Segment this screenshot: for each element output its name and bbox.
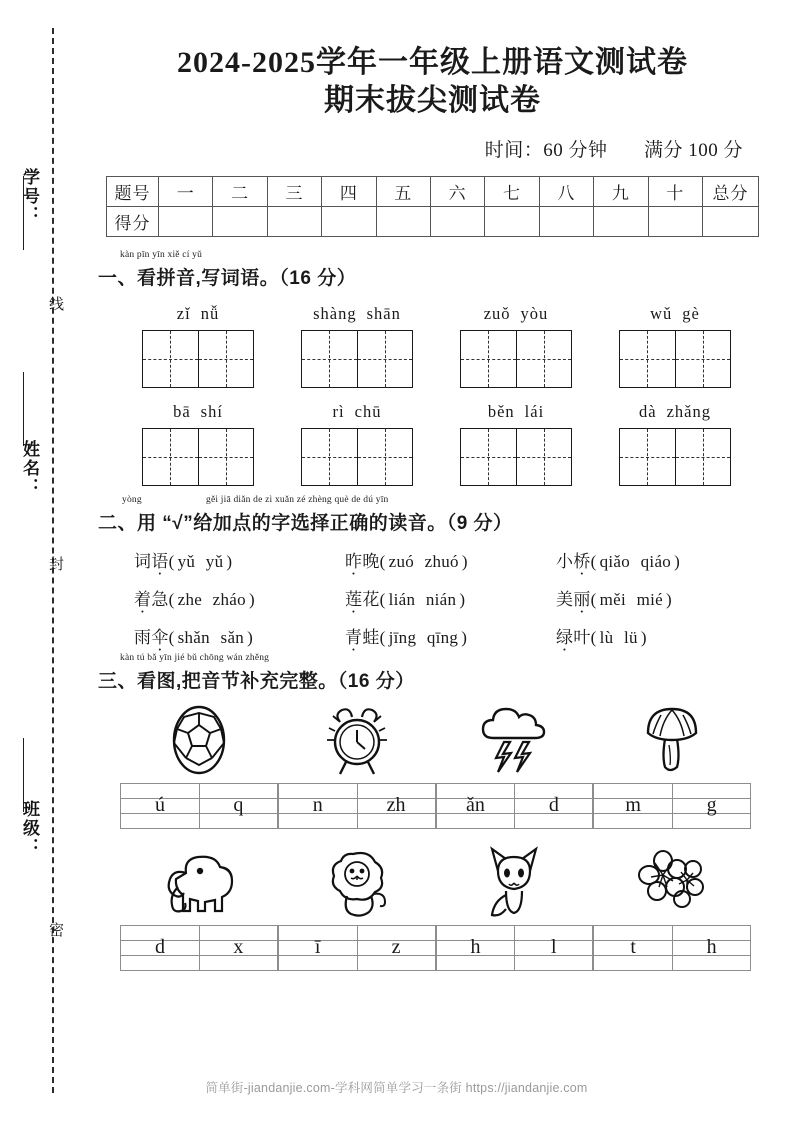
syllable-cell-left[interactable]: n (312, 793, 323, 816)
title-line-1: 2024-2025学年一年级上册语文测试卷 (177, 46, 688, 79)
syllable-row-1 (98, 783, 767, 829)
pron-option[interactable]: jīng (388, 627, 417, 647)
tianzige-cell[interactable] (143, 429, 198, 485)
pron-option[interactable]: měi (599, 589, 626, 609)
pinyin-prompt (605, 304, 745, 324)
mushroom-icon (593, 701, 751, 779)
pinyin-write-row-2 (98, 402, 767, 486)
pronunciation-row (134, 585, 767, 610)
score-cell-2[interactable] (213, 206, 267, 236)
pinyin-syllable: dà (639, 401, 657, 421)
pinyin-write-item (446, 402, 586, 486)
soccer-ball-icon (120, 701, 278, 779)
pron-word-text: 词语 (134, 551, 169, 571)
pinyin-syllable: zǐ (176, 303, 191, 323)
pinyin-syllable: yòu (520, 303, 549, 323)
pron-word-text: 绿叶 (556, 627, 591, 647)
pron-option[interactable]: shǎn (177, 627, 210, 647)
picture-row-1 (98, 701, 767, 779)
pinyin-prompt (128, 402, 268, 422)
pron-option[interactable]: yǔ (177, 551, 196, 571)
tianzige-cell[interactable] (143, 331, 198, 387)
pron-word-text: 小桥 (556, 551, 591, 571)
tianzige-grid[interactable] (619, 428, 731, 486)
page-title (98, 44, 767, 121)
score-col-7: 七 (485, 176, 539, 206)
syllable-cell-right[interactable]: d (514, 784, 592, 828)
exam-duration: 时间：60 分钟 (484, 139, 608, 161)
student-id-label: 学号： (20, 168, 39, 225)
score-table-value-row (107, 206, 759, 236)
pinyin-syllable: nǚ (200, 303, 220, 323)
section-two-ruby-1: yòng (122, 494, 142, 505)
syllable-cell-right[interactable]: z (357, 926, 435, 970)
score-cell-7[interactable] (485, 206, 539, 236)
tianzige-cell[interactable] (516, 429, 571, 485)
syllable-cell-right[interactable]: zh (357, 784, 435, 828)
syllable-cell-left[interactable]: ī (314, 935, 321, 958)
tianzige-cell[interactable] (198, 331, 253, 387)
seal-char-mi: 密 (47, 922, 63, 938)
pinyin-syllable: wǔ (650, 303, 673, 323)
exam-meta (98, 135, 767, 162)
syllable-cell-left[interactable]: ú (154, 793, 165, 816)
score-cell-8[interactable] (539, 206, 593, 236)
pinyin-prompt (446, 402, 586, 422)
sealing-margin (0, 0, 72, 1122)
section-one (98, 249, 767, 486)
syllable-cell-right[interactable]: h (672, 926, 750, 970)
pinyin-four-line-box[interactable] (278, 925, 436, 971)
pronunciation-item[interactable]: 着急( zhe zháo ) (134, 589, 255, 609)
score-cell-6[interactable] (430, 206, 484, 236)
syllable-cell-right[interactable]: x (199, 926, 277, 970)
pronunciation-item[interactable]: 小桥( qiǎo qiáo ) (556, 551, 681, 571)
pronunciation-item[interactable]: 绿叶( lù lü ) (556, 627, 647, 647)
syllable-cell-right[interactable]: l (514, 926, 592, 970)
score-table-row-label-score: 得分 (107, 206, 159, 236)
score-col-6: 六 (430, 176, 484, 206)
score-cell-total[interactable] (703, 206, 759, 236)
score-col-2: 二 (213, 176, 267, 206)
score-cell-5[interactable] (376, 206, 430, 236)
pron-option[interactable]: zháo (212, 589, 246, 609)
score-col-4: 四 (322, 176, 376, 206)
pinyin-write-item (605, 402, 745, 486)
section-two (98, 494, 767, 648)
score-col-total: 总分 (703, 176, 759, 206)
section-three-heading-text: 三、看图,把音节补充完整。（16 分） (98, 670, 415, 692)
pinyin-syllable: rì (332, 401, 345, 421)
section-three-heading (98, 652, 767, 693)
tianzige-cell[interactable] (675, 331, 730, 387)
class-field[interactable] (8, 800, 42, 857)
tianzige-cell[interactable] (461, 429, 516, 485)
pinyin-four-line-box[interactable] (593, 783, 751, 829)
tianzige-cell[interactable] (516, 331, 571, 387)
pinyin-syllable: zuǒ (483, 303, 511, 323)
pron-option[interactable]: qiǎo (599, 551, 631, 571)
score-col-3: 三 (267, 176, 321, 206)
pinyin-syllable: bā (173, 401, 191, 421)
tianzige-cell[interactable] (357, 331, 412, 387)
score-cell-1[interactable] (159, 206, 213, 236)
exam-total-points: 满分 100 分 (643, 139, 743, 161)
score-cell-3[interactable] (267, 206, 321, 236)
pinyin-write-item (128, 304, 268, 388)
tianzige-grid[interactable] (619, 330, 731, 388)
pron-word-text: 莲花 (345, 589, 380, 609)
tianzige-cell[interactable] (620, 331, 675, 387)
pronunciation-item[interactable]: 词语( yǔ yǔ ) (134, 551, 233, 571)
tianzige-cell[interactable] (620, 429, 675, 485)
title-line-2: 期末拔尖测试卷 (324, 84, 541, 118)
pinyin-four-line-box[interactable] (278, 783, 436, 829)
score-col-1: 一 (159, 176, 213, 206)
student-name-field[interactable] (8, 440, 42, 497)
seal-char-xian: 线 (47, 296, 63, 312)
syllable-cell-left[interactable]: h (470, 935, 481, 958)
pron-word-text: 昨晚 (345, 551, 380, 571)
score-table (106, 176, 759, 237)
pinyin-write-item (128, 402, 268, 486)
tianzige-grid[interactable] (142, 330, 254, 388)
pinyin-syllable: shān (366, 303, 401, 323)
pron-option[interactable]: zuó (388, 551, 415, 571)
student-id-field[interactable] (8, 168, 42, 225)
exam-sheet (72, 0, 793, 1122)
pinyin-syllable: lái (524, 401, 545, 421)
pinyin-syllable: chū (354, 401, 382, 421)
pinyin-write-row-1 (98, 304, 767, 388)
pinyin-syllable: gè (682, 303, 700, 323)
pron-word-text: 雨伞 (134, 627, 169, 647)
score-cell-4[interactable] (322, 206, 376, 236)
syllable-cell-left[interactable]: m (625, 793, 641, 816)
seal-char-feng: 封 (47, 556, 63, 572)
fox-icon (436, 843, 594, 921)
score-cell-10[interactable] (648, 206, 702, 236)
pinyin-four-line-box[interactable] (593, 925, 751, 971)
thunder-cloud-icon (436, 701, 594, 779)
pron-option[interactable]: mié (636, 589, 663, 609)
pronunciation-item[interactable]: 青蛙( jīng qīng ) (345, 627, 468, 647)
tianzige-cell[interactable] (461, 331, 516, 387)
pronunciation-item[interactable]: 雨伞( shǎn sǎn ) (134, 627, 254, 647)
pinyin-prompt (287, 402, 427, 422)
pron-word-text: 美丽 (556, 589, 591, 609)
tianzige-grid[interactable] (301, 330, 413, 388)
pinyin-write-item (287, 304, 427, 388)
section-one-heading (98, 249, 767, 290)
pron-option[interactable]: zhe (177, 589, 203, 609)
tianzige-grid[interactable] (460, 428, 572, 486)
tianzige-cell[interactable] (198, 429, 253, 485)
elephant-icon (120, 843, 278, 921)
score-col-5: 五 (376, 176, 430, 206)
lion-icon (278, 843, 436, 921)
syllable-cell-right[interactable]: g (672, 784, 750, 828)
class-label: 班级： (20, 800, 39, 857)
pinyin-prompt (446, 304, 586, 324)
syllable-cell-right[interactable]: q (199, 784, 277, 828)
pinyin-prompt (128, 304, 268, 324)
pinyin-syllable: běn (487, 401, 515, 421)
section-one-ruby: kàn pīn yīn xiě cí yǔ (120, 249, 203, 260)
pinyin-four-line-box[interactable] (120, 783, 278, 829)
student-name-label: 姓名： (20, 440, 39, 497)
tianzige-grid[interactable] (142, 428, 254, 486)
pinyin-syllable: zhǎng (666, 401, 711, 421)
pinyin-syllable: shàng (313, 303, 357, 323)
pron-option[interactable]: qīng (426, 627, 459, 647)
pinyin-write-item (605, 304, 745, 388)
pronunciation-item[interactable]: 美丽( měi mié ) (556, 589, 672, 609)
syllable-cell-left[interactable]: t (630, 935, 636, 958)
section-three (98, 652, 767, 971)
pinyin-four-line-box[interactable] (436, 925, 594, 971)
tianzige-cell[interactable] (357, 429, 412, 485)
tianzige-grid[interactable] (460, 330, 572, 388)
pron-option[interactable]: lü (623, 627, 638, 647)
score-table-header-row (107, 176, 759, 206)
score-col-10: 十 (648, 176, 702, 206)
pron-word-text: 青蛙 (345, 627, 380, 647)
pronunciation-row (134, 623, 767, 648)
pron-option[interactable]: qiáo (640, 551, 672, 571)
tianzige-cell[interactable] (302, 429, 357, 485)
pinyin-syllable: shí (200, 401, 223, 421)
score-col-9: 九 (594, 176, 648, 206)
syllable-cell-left[interactable]: ǎn (465, 793, 485, 816)
pron-option[interactable]: nián (425, 589, 457, 609)
pron-option[interactable]: yǔ (205, 551, 224, 571)
pinyin-four-line-box[interactable] (120, 925, 278, 971)
pron-option[interactable]: lián (388, 589, 416, 609)
syllable-row-2 (98, 925, 767, 971)
pron-word-text: 着急 (134, 589, 169, 609)
score-table-row-label-question: 题号 (107, 176, 159, 206)
section-two-heading-text: 二、用 “√”给加点的字选择正确的读音。（9 分） (98, 512, 513, 534)
pinyin-prompt (287, 304, 427, 324)
pron-option[interactable]: lù (599, 627, 614, 647)
pron-option[interactable]: sǎn (220, 627, 245, 647)
syllable-cell-left[interactable]: d (154, 935, 165, 958)
pinyin-prompt (605, 402, 745, 422)
pron-option[interactable]: zhuó (424, 551, 459, 571)
tianzige-grid[interactable] (301, 428, 413, 486)
flower-icon (593, 843, 751, 921)
tianzige-cell[interactable] (302, 331, 357, 387)
pronunciation-item[interactable]: 莲花( lián nián ) (345, 589, 466, 609)
seal-rule-2 (23, 372, 24, 446)
picture-row-2 (98, 843, 767, 921)
section-one-heading-text: 一、看拼音,写词语。（16 分） (98, 267, 357, 289)
pronunciation-choice-grid (98, 547, 767, 648)
pinyin-write-item (287, 402, 427, 486)
pinyin-four-line-box[interactable] (436, 783, 594, 829)
score-cell-9[interactable] (594, 206, 648, 236)
section-two-ruby-2: gěi jiā diǎn de zì xuǎn zé zhèng què de dú yīn (206, 494, 389, 505)
alarm-clock-icon (278, 701, 436, 779)
section-three-ruby: kàn tú bǎ yīn jié bǔ chōng wán zhěng (120, 652, 270, 663)
pronunciation-row (134, 547, 767, 572)
tianzige-cell[interactable] (675, 429, 730, 485)
pinyin-write-item (446, 304, 586, 388)
footer-watermark: 简单街-jiandanjie.com-学科网简单学习一条街 https://jiandanjie.com (205, 1081, 588, 1095)
score-col-8: 八 (539, 176, 593, 206)
pronunciation-item[interactable]: 昨晚( zuó zhuó ) (345, 551, 468, 571)
section-two-heading (98, 494, 767, 535)
